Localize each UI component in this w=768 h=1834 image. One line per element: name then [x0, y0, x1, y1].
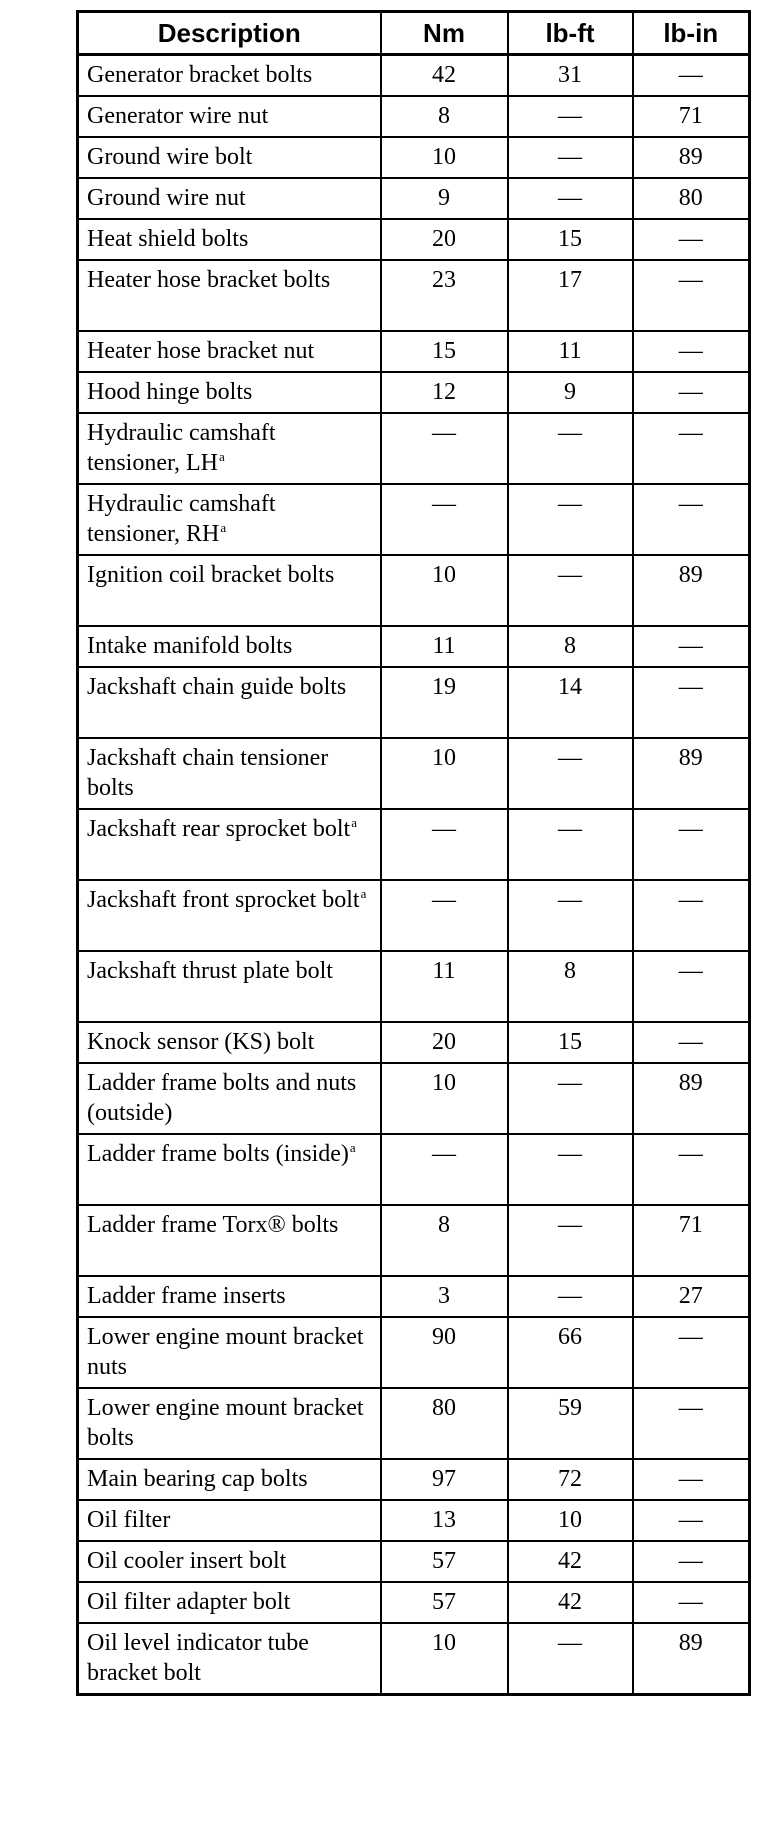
lb-ft-cell: 9: [508, 372, 633, 413]
column-header-lb-in: lb-in: [633, 12, 750, 55]
description-text: Oil cooler insert bolt: [87, 1548, 287, 1574]
table-row: [78, 809, 750, 880]
table-row: [78, 555, 750, 626]
lb-in-cell: —: [633, 484, 750, 555]
table-row: [78, 738, 750, 809]
lb-ft-cell: 42: [508, 1582, 633, 1623]
description-cell: [78, 951, 381, 1022]
description-cell: [78, 809, 381, 880]
table-row: [78, 1623, 750, 1695]
lb-in-cell: —: [633, 1500, 750, 1541]
table-row: [78, 219, 750, 260]
table-row: [78, 178, 750, 219]
description-cell: [78, 137, 381, 178]
description-cell: [78, 1388, 381, 1459]
lb-in-cell: 80: [633, 178, 750, 219]
lb-ft-cell: 8: [508, 951, 633, 1022]
lb-ft-cell: —: [508, 1063, 633, 1134]
nm-cell: 90: [381, 1317, 508, 1388]
header-row: [78, 12, 750, 55]
lb-ft-cell: —: [508, 1134, 633, 1205]
nm-cell: 8: [381, 96, 508, 137]
table-header: [78, 12, 750, 55]
footnote-marker: a: [349, 1140, 356, 1155]
lb-ft-cell: 15: [508, 219, 633, 260]
column-header-description: Description: [78, 12, 381, 55]
lb-in-cell: —: [633, 55, 750, 97]
nm-cell: —: [381, 1134, 508, 1205]
description-cell: [78, 331, 381, 372]
nm-cell: 10: [381, 555, 508, 626]
column-header-lb-ft: lb-ft: [508, 12, 633, 55]
nm-cell: —: [381, 809, 508, 880]
nm-cell: 3: [381, 1276, 508, 1317]
nm-cell: 15: [381, 331, 508, 372]
description-text: Ladder frame inserts: [87, 1283, 286, 1309]
nm-cell: —: [381, 484, 508, 555]
table-row: [78, 1500, 750, 1541]
description-text: Jackshaft rear sprocket bolt: [87, 816, 351, 842]
description-text: Heat shield bolts: [87, 226, 249, 252]
nm-cell: 57: [381, 1541, 508, 1582]
lb-in-cell: 89: [633, 1623, 750, 1695]
description-cell: [78, 555, 381, 626]
lb-ft-cell: —: [508, 178, 633, 219]
nm-cell: 19: [381, 667, 508, 738]
lb-in-cell: 71: [633, 1205, 750, 1276]
description-cell: [78, 413, 381, 484]
description-text: Oil level indicator tube bracket bolt: [87, 1630, 309, 1686]
footnote-marker: a: [219, 449, 225, 464]
table-row: [78, 880, 750, 951]
lb-ft-cell: —: [508, 484, 633, 555]
nm-cell: 10: [381, 1623, 508, 1695]
table-row: [78, 260, 750, 331]
description-text: Jackshaft thrust plate bolt: [87, 958, 333, 984]
nm-cell: 11: [381, 626, 508, 667]
lb-ft-cell: —: [508, 96, 633, 137]
description-text: Heater hose bracket bolts: [87, 267, 331, 293]
description-text: Oil filter adapter bolt: [87, 1589, 291, 1615]
description-text: Intake manifold bolts: [87, 633, 293, 659]
description-cell: [78, 178, 381, 219]
description-text: Generator wire nut: [87, 103, 269, 129]
description-cell: [78, 1459, 381, 1500]
column-header-nm: Nm: [381, 12, 508, 55]
description-text: Ladder frame bolts and nuts (outside): [87, 1070, 357, 1126]
lb-ft-cell: 14: [508, 667, 633, 738]
lb-ft-cell: 8: [508, 626, 633, 667]
description-text: Heater hose bracket nut: [87, 338, 315, 364]
description-text: Oil filter: [87, 1507, 171, 1533]
nm-cell: 20: [381, 219, 508, 260]
lb-ft-cell: —: [508, 880, 633, 951]
table-row: [78, 413, 750, 484]
lb-ft-cell: —: [508, 1205, 633, 1276]
table-row: [78, 96, 750, 137]
table-row: [78, 484, 750, 555]
lb-in-cell: —: [633, 1022, 750, 1063]
lb-in-cell: —: [633, 1459, 750, 1500]
nm-cell: 13: [381, 1500, 508, 1541]
description-cell: [78, 55, 381, 97]
description-cell: [78, 484, 381, 555]
lb-in-cell: 27: [633, 1276, 750, 1317]
table-row: [78, 1317, 750, 1388]
lb-ft-cell: 11: [508, 331, 633, 372]
table-row: [78, 667, 750, 738]
description-cell: [78, 1582, 381, 1623]
torque-spec-table: [76, 10, 751, 1696]
lb-in-cell: —: [633, 372, 750, 413]
lb-ft-cell: —: [508, 555, 633, 626]
table-body: [78, 55, 750, 1695]
footnote-marker: a: [360, 886, 367, 901]
nm-cell: 8: [381, 1205, 508, 1276]
lb-ft-cell: 59: [508, 1388, 633, 1459]
lb-ft-cell: —: [508, 413, 633, 484]
nm-cell: 9: [381, 178, 508, 219]
nm-cell: —: [381, 880, 508, 951]
lb-ft-cell: —: [508, 137, 633, 178]
nm-cell: 97: [381, 1459, 508, 1500]
description-text: Lower engine mount bracket bolts: [87, 1395, 364, 1451]
lb-ft-cell: 72: [508, 1459, 633, 1500]
description-text: Ground wire bolt: [87, 144, 253, 170]
description-cell: [78, 1500, 381, 1541]
nm-cell: 11: [381, 951, 508, 1022]
description-text: Generator bracket bolts: [87, 62, 313, 88]
description-cell: [78, 738, 381, 809]
lb-ft-cell: —: [508, 809, 633, 880]
description-cell: [78, 96, 381, 137]
description-text: Ignition coil bracket bolts: [87, 562, 335, 588]
description-cell: [78, 626, 381, 667]
lb-in-cell: —: [633, 1317, 750, 1388]
lb-in-cell: —: [633, 667, 750, 738]
footnote-marker: a: [351, 815, 358, 830]
lb-in-cell: —: [633, 1582, 750, 1623]
lb-in-cell: 89: [633, 137, 750, 178]
lb-ft-cell: 42: [508, 1541, 633, 1582]
lb-in-cell: —: [633, 260, 750, 331]
lb-in-cell: —: [633, 626, 750, 667]
description-cell: [78, 372, 381, 413]
description-text: Hood hinge bolts: [87, 379, 253, 405]
description-cell: [78, 1205, 381, 1276]
description-cell: [78, 667, 381, 738]
description-cell: [78, 1022, 381, 1063]
table-row: [78, 137, 750, 178]
table-row: [78, 1134, 750, 1205]
table-row: [78, 1063, 750, 1134]
description-text: Hydraulic camshaft tensioner, LH: [87, 420, 276, 476]
nm-cell: 10: [381, 738, 508, 809]
nm-cell: 10: [381, 137, 508, 178]
lb-in-cell: —: [633, 809, 750, 880]
table-row: [78, 1459, 750, 1500]
lb-ft-cell: —: [508, 1623, 633, 1695]
nm-cell: 12: [381, 372, 508, 413]
nm-cell: 42: [381, 55, 508, 97]
lb-in-cell: 71: [633, 96, 750, 137]
table-row: [78, 1541, 750, 1582]
lb-ft-cell: 15: [508, 1022, 633, 1063]
lb-in-cell: —: [633, 1388, 750, 1459]
lb-in-cell: —: [633, 951, 750, 1022]
lb-ft-cell: —: [508, 738, 633, 809]
description-text: Knock sensor (KS) bolt: [87, 1029, 315, 1055]
description-cell: [78, 1541, 381, 1582]
description-text: Ladder frame bolts (inside): [87, 1141, 349, 1167]
description-cell: [78, 1623, 381, 1695]
nm-cell: 20: [381, 1022, 508, 1063]
description-cell: [78, 880, 381, 951]
description-text: Jackshaft front sprocket bolt: [87, 887, 360, 913]
footnote-marker: a: [220, 520, 227, 535]
description-cell: [78, 1134, 381, 1205]
table-row: [78, 55, 750, 97]
description-cell: [78, 219, 381, 260]
lb-in-cell: —: [633, 331, 750, 372]
table-row: [78, 1205, 750, 1276]
lb-ft-cell: —: [508, 1276, 633, 1317]
description-text: Ground wire nut: [87, 185, 246, 211]
lb-in-cell: —: [633, 413, 750, 484]
nm-cell: 57: [381, 1582, 508, 1623]
nm-cell: 10: [381, 1063, 508, 1134]
table-row: [78, 626, 750, 667]
table-row: [78, 372, 750, 413]
table-row: [78, 951, 750, 1022]
description-text: Ladder frame Torx® bolts: [87, 1212, 339, 1238]
description-text: Lower engine mount bracket nuts: [87, 1324, 364, 1380]
lb-in-cell: 89: [633, 555, 750, 626]
lb-in-cell: 89: [633, 738, 750, 809]
table-row: [78, 331, 750, 372]
table-row: [78, 1582, 750, 1623]
lb-ft-cell: 17: [508, 260, 633, 331]
lb-in-cell: —: [633, 219, 750, 260]
description-cell: [78, 1063, 381, 1134]
lb-in-cell: —: [633, 880, 750, 951]
nm-cell: —: [381, 413, 508, 484]
lb-in-cell: —: [633, 1134, 750, 1205]
description-text: Jackshaft chain tensioner bolts: [87, 745, 329, 801]
lb-ft-cell: 31: [508, 55, 633, 97]
table-row: [78, 1388, 750, 1459]
lb-ft-cell: 10: [508, 1500, 633, 1541]
description-cell: [78, 260, 381, 331]
table-row: [78, 1022, 750, 1063]
description-text: Hydraulic camshaft tensioner, RH: [87, 491, 276, 547]
description-cell: [78, 1276, 381, 1317]
description-text: Main bearing cap bolts: [87, 1466, 308, 1492]
lb-in-cell: 89: [633, 1063, 750, 1134]
description-text: Jackshaft chain guide bolts: [87, 674, 347, 700]
table-row: [78, 1276, 750, 1317]
lb-in-cell: —: [633, 1541, 750, 1582]
nm-cell: 23: [381, 260, 508, 331]
nm-cell: 80: [381, 1388, 508, 1459]
lb-ft-cell: 66: [508, 1317, 633, 1388]
description-cell: [78, 1317, 381, 1388]
